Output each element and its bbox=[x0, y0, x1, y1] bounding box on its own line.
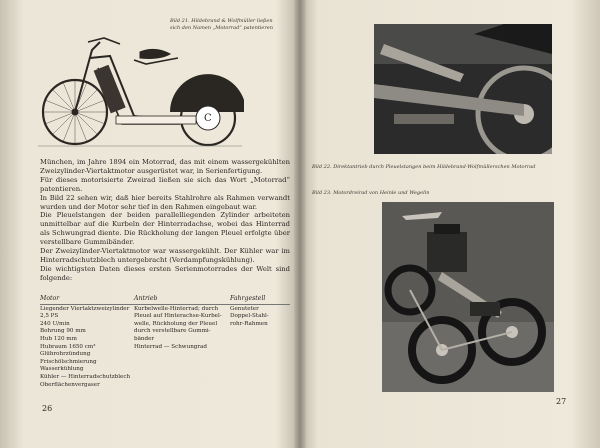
spec-item: Hubraum 1650 cm³ bbox=[40, 343, 96, 350]
left-page bbox=[0, 0, 296, 448]
left-body-text bbox=[40, 158, 290, 283]
spec-item: Bohrung 90 mm bbox=[40, 328, 86, 335]
spec-item: Liegender Viertaktzweizylinder bbox=[40, 305, 130, 312]
caption-line: Bild 21. Hildebrand & Wolfmüller ließen bbox=[170, 18, 273, 24]
figure-22-caption: Bild 22. Direktantrieb durch Pleuelstangen beim Hildebrand-Wolfmüllerschen Motorrad bbox=[312, 164, 536, 170]
paragraph: Die Pleuelstangen der beiden parallelliegenden Zylinder arbeiteten unmittelbar auf die Kurbeln der Hinterradachse, wobei das Hinterrad als Schwungrad diente. Die Rückholung der langen Pleuel erfolgte über verstellbare Gummibänder. bbox=[40, 211, 290, 247]
paragraph: Der Zweizylinder-Viertaktmotor war wassergekühlt. Der Kühler war im Hinterradschutzblech untergebracht (Verdampfungskühlung). bbox=[40, 247, 290, 264]
spec-item: Kühler — Hinterradschutzblech bbox=[40, 373, 131, 380]
fahrgestell-heading: Fahrgestell bbox=[230, 295, 266, 302]
spec-item: Glührohrzündung bbox=[40, 351, 91, 358]
antrieb-items bbox=[134, 306, 226, 352]
spec-item: Genuteter bbox=[230, 305, 259, 312]
fahrgestell-items bbox=[230, 306, 290, 329]
motor-heading: Motor bbox=[40, 295, 60, 302]
motorcycle-illustration bbox=[30, 20, 250, 150]
spec-item: Kurbelwelle-Hinterrad; durch bbox=[134, 305, 219, 312]
figure-23-photo bbox=[382, 202, 554, 392]
page-number-left: 26 bbox=[42, 404, 53, 413]
svg-text:C: C bbox=[204, 113, 212, 124]
right-page bbox=[302, 0, 600, 448]
spec-item: rohr-Rahmen bbox=[230, 320, 268, 327]
tricycle-photo bbox=[382, 202, 554, 392]
figure-22-photo bbox=[374, 24, 552, 154]
antrieb-heading: Antrieb bbox=[134, 295, 158, 302]
spec-item: 240 U/min bbox=[40, 320, 70, 327]
spec-item: durch verstellbare Gummi- bbox=[134, 328, 211, 335]
caption-line: sich den Namen „Motorrad“ patentieren bbox=[170, 25, 273, 31]
engine-drive-photo bbox=[374, 24, 552, 154]
paragraph: München, im Jahre 1894 ein Motorrad, das mit einem wassergekühlten Zweizylinder-Viertaktmotor ausgerüstet war, in Serienfertigung. bbox=[40, 158, 290, 175]
saddle bbox=[140, 49, 170, 58]
page-number-right: 27 bbox=[556, 397, 567, 406]
paragraph: Die wichtigsten Daten dieses ersten Serienmotorrades der Welt sind folgende: bbox=[40, 264, 290, 282]
spec-item: Frischölschmierung bbox=[40, 358, 97, 365]
spec-item: Hinterrad — Schwungrad bbox=[134, 343, 207, 350]
spec-item: Wasserkühlung bbox=[40, 366, 84, 373]
paragraph: In Bild 22 sehen wir, daß hier bereits Stahlrohre als Rahmen verwandt wurden und der Motor sehr tief in den Rahmen eingebaut war. bbox=[40, 193, 290, 211]
spec-item: 2,5 PS bbox=[40, 313, 59, 320]
antrieb-column bbox=[134, 295, 226, 351]
motor-items bbox=[40, 306, 132, 390]
fahrgestell-column bbox=[230, 295, 290, 328]
spec-item: welle, Rückholung der Pleuel bbox=[134, 320, 218, 327]
motor-column bbox=[40, 295, 132, 389]
spec-item: Oberflächenvergaser bbox=[40, 381, 100, 388]
spec-item: Doppel-Stahl- bbox=[230, 313, 269, 320]
paragraph: Für dieses motorisierte Zweirad ließen sie sich das Wort „Motorrad“ patentieren. bbox=[40, 175, 290, 193]
spec-item: Pleuel auf Hinterachse-Kurbel- bbox=[134, 313, 222, 320]
figure-23-caption: Bild 23. Motordreirad von Heinle und Wegelin bbox=[312, 190, 430, 196]
spec-item: bänder bbox=[134, 335, 155, 342]
spec-item: Hub 120 mm bbox=[40, 335, 77, 342]
